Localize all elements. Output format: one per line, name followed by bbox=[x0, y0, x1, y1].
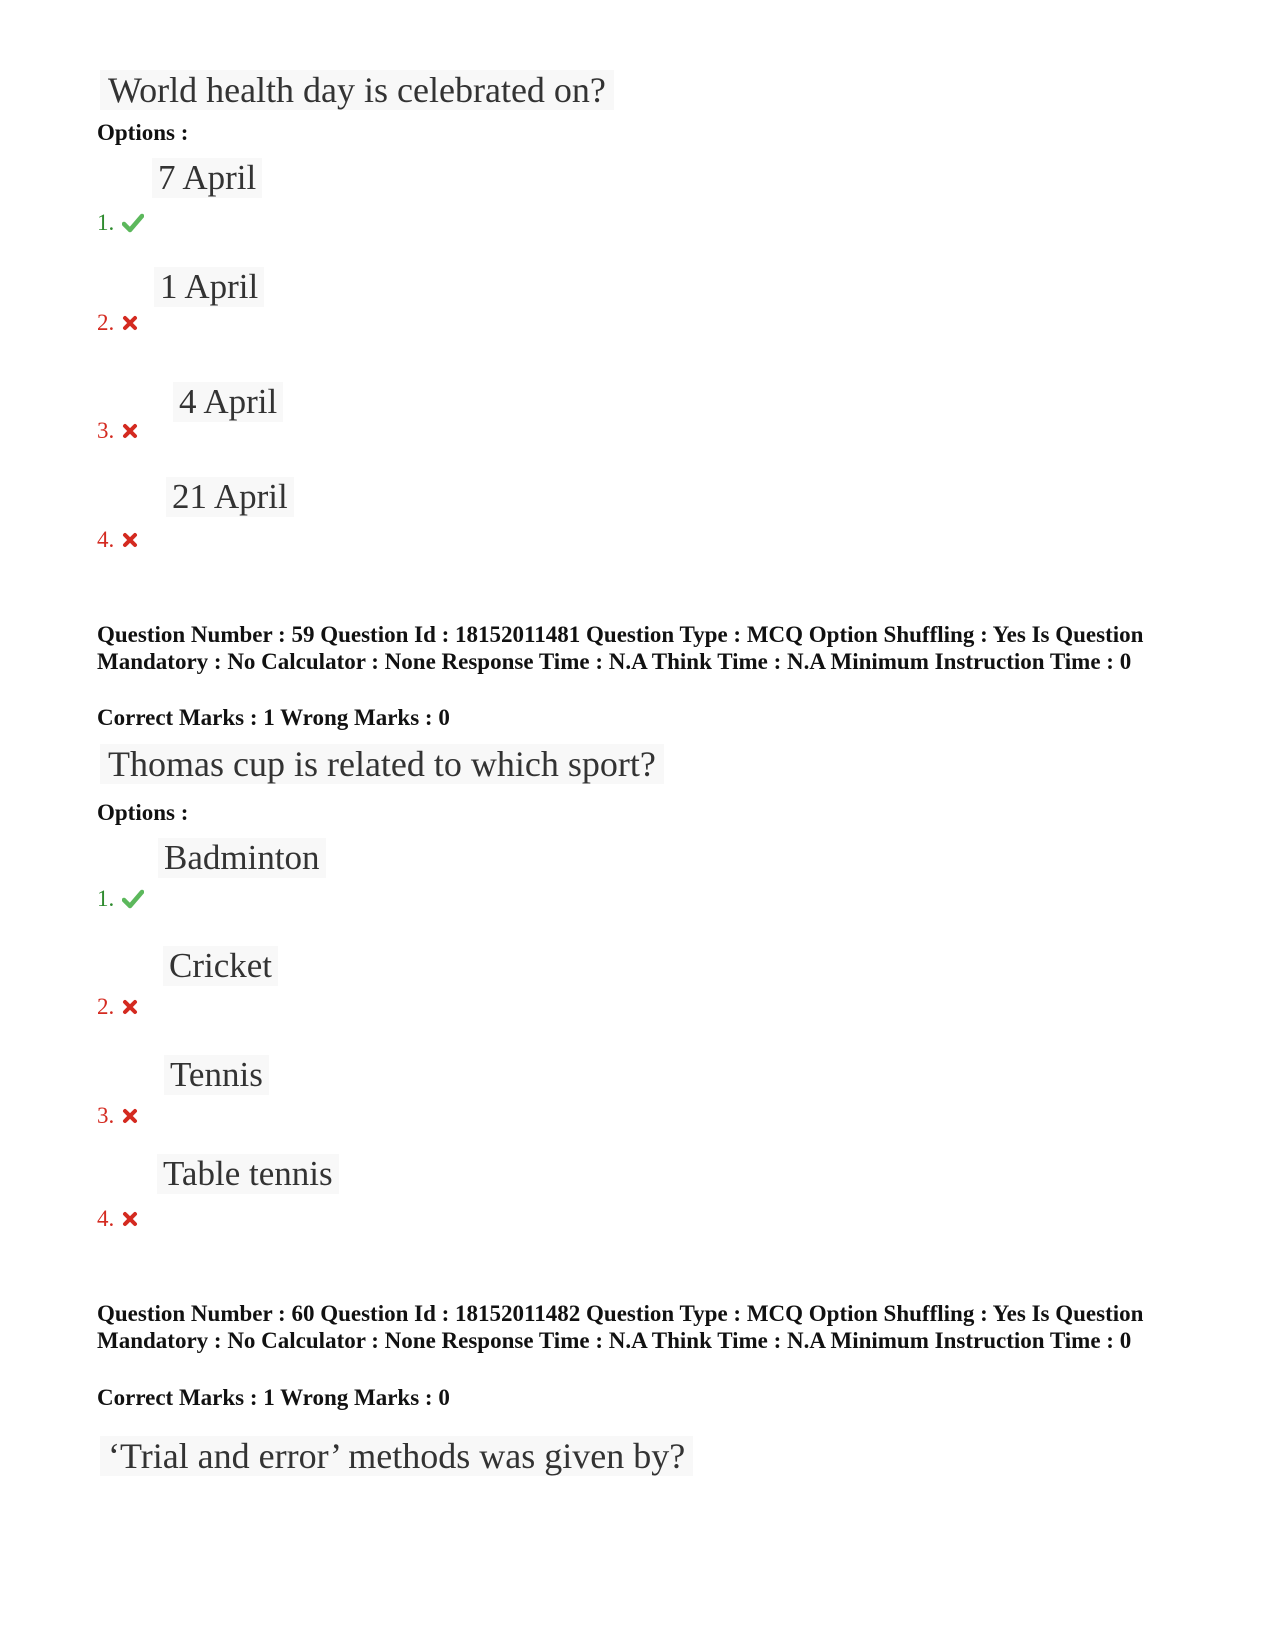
option-text: Cricket bbox=[163, 946, 278, 986]
options-label: Options : bbox=[97, 120, 189, 145]
cross-icon bbox=[122, 1108, 138, 1124]
option-number-wrong: 3. bbox=[97, 418, 138, 444]
question-59-marks: Correct Marks : 1 Wrong Marks : 0 bbox=[97, 705, 450, 730]
option-text: 1 April bbox=[154, 267, 264, 307]
question-59-text: Thomas cup is related to which sport? bbox=[100, 744, 664, 784]
option-number-correct: 1. bbox=[97, 886, 144, 912]
question-60-marks: Correct Marks : 1 Wrong Marks : 0 bbox=[97, 1385, 450, 1410]
question-60-text: ‘Trial and error’ methods was given by? bbox=[100, 1436, 693, 1476]
option-number-wrong: 2. bbox=[97, 994, 138, 1020]
option-text: Table tennis bbox=[157, 1154, 339, 1194]
cross-icon bbox=[122, 423, 138, 439]
check-icon bbox=[122, 889, 144, 909]
option-text: 4 April bbox=[173, 382, 283, 422]
cross-icon bbox=[122, 532, 138, 548]
option-text: 21 April bbox=[166, 477, 294, 517]
question-58-text: World health day is celebrated on? bbox=[100, 70, 614, 110]
option-text: 7 April bbox=[152, 158, 262, 198]
check-icon bbox=[122, 213, 144, 233]
options-label: Options : bbox=[97, 800, 189, 825]
cross-icon bbox=[122, 1211, 138, 1227]
question-59-meta: Question Number : 59 Question Id : 18152011481 Question Type : MCQ Option Shuffling : Yes Is Question Mandatory : No Calculator : None Response Time : N.A Think Time : N.A Minimum Instruction Time : 0 bbox=[97, 622, 1144, 674]
option-text: Tennis bbox=[164, 1055, 269, 1095]
option-text: Badminton bbox=[158, 838, 326, 878]
cross-icon bbox=[122, 315, 138, 331]
option-number-wrong: 4. bbox=[97, 527, 138, 553]
option-number-wrong: 2. bbox=[97, 310, 138, 336]
option-number-wrong: 3. bbox=[97, 1103, 138, 1129]
option-number-correct: 1. bbox=[97, 210, 144, 236]
question-60-meta: Question Number : 60 Question Id : 18152011482 Question Type : MCQ Option Shuffling : Yes Is Question Mandatory : No Calculator : None Response Time : N.A Think Time : N.A Minimum Instruction Time : 0 bbox=[97, 1301, 1144, 1353]
option-number-wrong: 4. bbox=[97, 1206, 138, 1232]
cross-icon bbox=[122, 999, 138, 1015]
